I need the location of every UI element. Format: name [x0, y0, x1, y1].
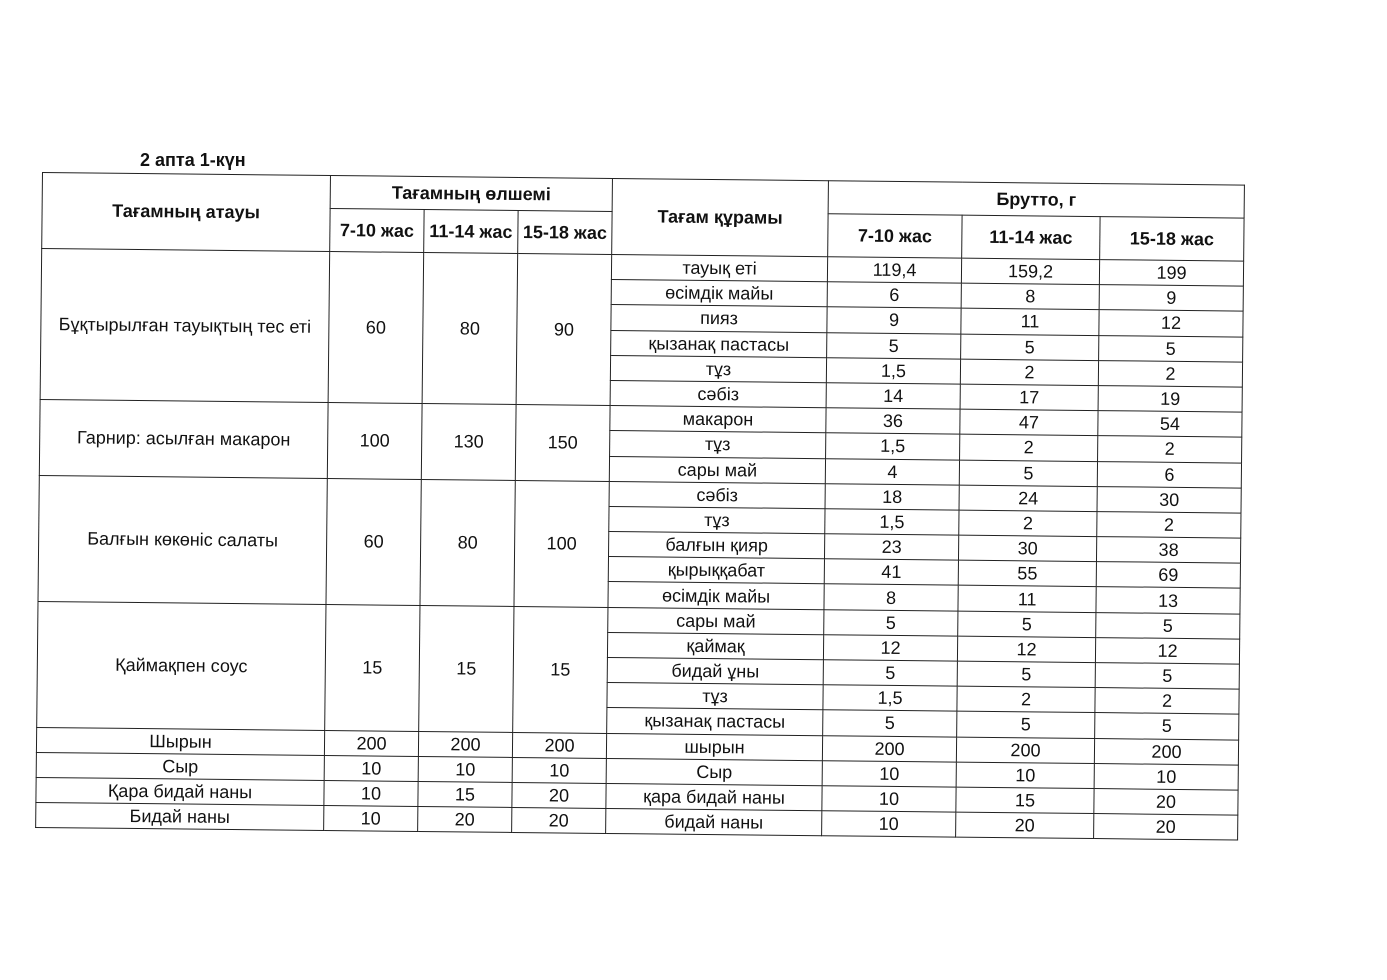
brutto-value: 12 [823, 635, 957, 662]
brutto-value: 11 [961, 309, 1099, 336]
brutto-value: 5 [823, 710, 957, 737]
brutto-value: 18 [825, 483, 959, 510]
ingredient-name: өсімдік майы [608, 582, 824, 609]
brutto-value: 200 [956, 737, 1094, 764]
brutto-value: 69 [1096, 562, 1240, 589]
brutto-value: 8 [824, 584, 958, 611]
portion-value: 100 [514, 480, 609, 607]
ingredient-name: тұз [610, 355, 826, 382]
brutto-value: 1,5 [826, 433, 960, 460]
brutto-value: 2 [1098, 436, 1242, 463]
brutto-value: 20 [956, 812, 1094, 839]
header-brutto-group: Брутто, г [828, 181, 1244, 218]
ingredient-name: сары май [608, 607, 824, 634]
brutto-value: 1,5 [823, 685, 957, 712]
brutto-value: 6 [827, 282, 961, 309]
portion-value: 150 [515, 405, 610, 482]
portion-value: 200 [512, 732, 606, 758]
brutto-value: 55 [958, 560, 1096, 587]
brutto-value: 20 [1094, 814, 1238, 841]
brutto-value: 200 [822, 735, 956, 762]
dish-name: Қаймақпен соус [37, 601, 326, 730]
dish-name: Балғын көкөніс салаты [38, 475, 327, 604]
brutto-value: 5 [961, 334, 1099, 361]
header-portion-age: 11-14 жас [424, 210, 518, 254]
ingredient-name: қырыққабат [608, 557, 824, 584]
portion-value: 10 [324, 780, 418, 806]
dish-name: Бұқтырылған тауықтың тес еті [40, 249, 330, 403]
brutto-value: 10 [1094, 763, 1238, 790]
portion-value: 20 [512, 808, 606, 834]
ingredient-name: қара бидай наны [606, 783, 822, 810]
brutto-value: 12 [957, 636, 1095, 663]
brutto-value: 119,4 [827, 257, 961, 284]
portion-value: 20 [418, 807, 512, 833]
portion-value: 20 [512, 782, 606, 808]
brutto-value: 30 [1097, 486, 1241, 513]
ingredient-name: бидай наны [606, 809, 822, 836]
portion-value: 80 [420, 479, 515, 606]
brutto-value: 10 [956, 762, 1094, 789]
ingredient-name: пияз [611, 305, 827, 332]
ingredient-name: тауық еті [611, 254, 827, 281]
dish-name: Қара бидай наны [36, 777, 324, 805]
ingredient-name: қаймақ [607, 632, 823, 659]
portion-value: 10 [512, 757, 606, 783]
portion-value: 80 [422, 253, 518, 405]
portion-value: 60 [328, 252, 424, 404]
brutto-value: 38 [1097, 537, 1241, 564]
brutto-value: 199 [1099, 260, 1243, 287]
menu-table [35, 172, 1245, 841]
ingredient-name: сәбіз [610, 380, 826, 407]
brutto-value: 9 [827, 307, 961, 334]
page-title: 2 апта 1-күн [140, 150, 246, 170]
ingredient-name: қызанақ пастасы [607, 708, 823, 735]
ingredient-name: макарон [610, 406, 826, 433]
ingredient-name: сәбіз [609, 481, 825, 508]
brutto-value: 41 [824, 559, 958, 586]
brutto-value: 5 [959, 460, 1097, 487]
brutto-value: 10 [822, 786, 956, 813]
portion-value: 10 [324, 806, 418, 832]
menu-sheet [35, 172, 1244, 841]
brutto-value: 200 [1094, 738, 1238, 765]
brutto-value: 15 [956, 787, 1094, 814]
header-brutto-age: 7-10 жас [828, 214, 962, 258]
brutto-value: 2 [1095, 688, 1239, 715]
header-portion-age: 15-18 жас [518, 210, 612, 254]
brutto-value: 159,2 [961, 258, 1099, 285]
brutto-value: 5 [1095, 713, 1239, 740]
portion-value: 15 [419, 605, 514, 732]
ingredient-name: сары май [609, 456, 825, 483]
dish-name: Бидай наны [36, 803, 324, 831]
menu-table-body [36, 249, 1244, 841]
brutto-value: 2 [960, 434, 1098, 461]
brutto-value: 8 [961, 283, 1099, 310]
ingredient-name: тұз [610, 431, 826, 458]
brutto-value: 2 [959, 510, 1097, 537]
portion-value: 15 [418, 781, 512, 807]
brutto-value: 5 [1096, 612, 1240, 639]
ingredient-name: шырын [606, 733, 822, 760]
portion-value: 15 [325, 604, 420, 731]
brutto-value: 19 [1098, 386, 1242, 413]
brutto-value: 5 [957, 711, 1095, 738]
brutto-value: 11 [958, 586, 1096, 613]
portion-value: 200 [418, 731, 512, 757]
dish-name: Шырын [36, 727, 324, 755]
ingredient-name: өсімдік майы [611, 280, 827, 307]
brutto-value: 12 [1099, 310, 1243, 337]
brutto-value: 1,5 [825, 509, 959, 536]
dish-name: Сыр [36, 752, 324, 780]
ingredient-name: бидай ұны [607, 657, 823, 684]
brutto-value: 4 [825, 458, 959, 485]
brutto-value: 10 [822, 760, 956, 787]
brutto-value: 5 [824, 609, 958, 636]
header-composition: Тағам құрамы [612, 178, 829, 256]
brutto-value: 9 [1099, 285, 1243, 312]
brutto-value: 10 [822, 811, 956, 838]
ingredient-name: қызанақ пастасы [611, 330, 827, 357]
brutto-value: 36 [826, 408, 960, 435]
portion-value: 100 [327, 403, 422, 480]
portion-value: 10 [418, 756, 512, 782]
brutto-value: 2 [960, 359, 1098, 386]
brutto-value: 17 [960, 384, 1098, 411]
ingredient-name: балғын қияр [609, 532, 825, 559]
brutto-value: 2 [1098, 360, 1242, 387]
brutto-value: 47 [960, 409, 1098, 436]
portion-value: 130 [421, 404, 516, 481]
brutto-value: 5 [957, 661, 1095, 688]
header-brutto-age: 11-14 жас [962, 215, 1100, 259]
brutto-value: 6 [1097, 461, 1241, 488]
brutto-value: 5 [958, 611, 1096, 638]
portion-value: 10 [324, 755, 418, 781]
brutto-value: 2 [1097, 511, 1241, 538]
brutto-value: 5 [823, 660, 957, 687]
brutto-value: 24 [959, 485, 1097, 512]
ingredient-name: тұз [607, 683, 823, 710]
portion-value: 15 [513, 606, 608, 733]
ingredient-name: тұз [609, 506, 825, 533]
brutto-value: 5 [827, 332, 961, 359]
header-portion-group: Тағамның өлшемі [330, 176, 612, 212]
brutto-value: 12 [1095, 637, 1239, 664]
brutto-value: 2 [957, 686, 1095, 713]
header-brutto-age: 15-18 жас [1100, 217, 1244, 262]
brutto-value: 5 [1095, 663, 1239, 690]
portion-value: 90 [516, 253, 612, 405]
brutto-value: 23 [825, 534, 959, 561]
ingredient-name: Сыр [606, 758, 822, 785]
brutto-value: 1,5 [826, 357, 960, 384]
dish-name: Гарнир: асылған макарон [39, 400, 328, 479]
header-dish-name: Тағамның атауы [42, 173, 331, 252]
portion-value: 60 [326, 478, 421, 605]
brutto-value: 54 [1098, 411, 1242, 438]
header-portion-age: 7-10 жас [330, 209, 424, 253]
brutto-value: 20 [1094, 788, 1238, 815]
brutto-value: 14 [826, 383, 960, 410]
brutto-value: 13 [1096, 587, 1240, 614]
brutto-value: 30 [959, 535, 1097, 562]
portion-value: 200 [324, 730, 418, 756]
brutto-value: 5 [1099, 335, 1243, 362]
